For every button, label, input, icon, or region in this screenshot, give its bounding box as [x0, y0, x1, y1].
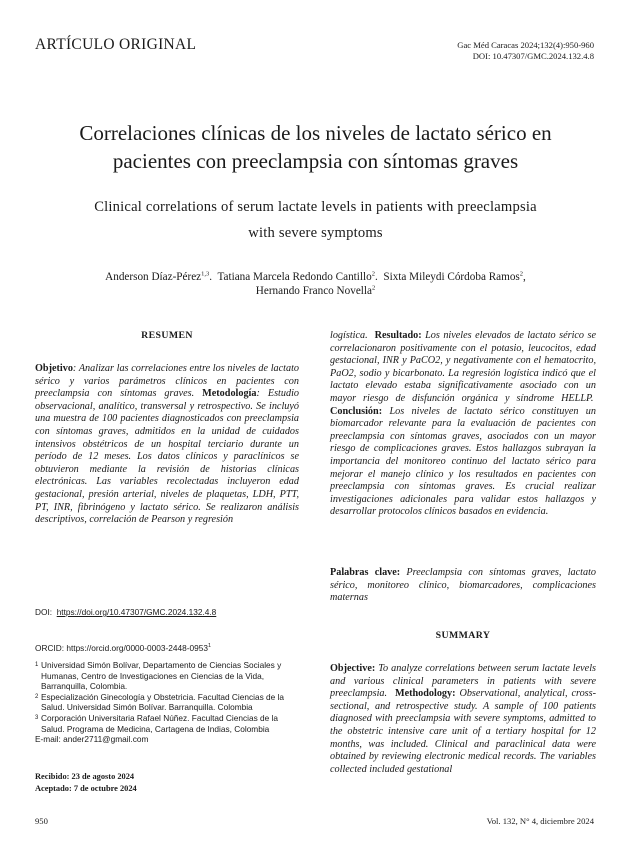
journal-doi: DOI: 10.47307/GMC.2024.132.4.8	[472, 51, 594, 61]
affil-2-marker: 2	[35, 693, 39, 700]
title-es-line1: Correlaciones clínicas de los niveles de lactato sérico en	[79, 121, 552, 145]
doi-line	[35, 607, 216, 618]
received-date: Recibido: 23 de agosto 2024	[35, 772, 135, 781]
section-label: ARTÍCULO ORIGINAL	[35, 36, 197, 53]
volume-info: Vol. 132, N° 4, diciembre 2024	[486, 816, 594, 826]
affil-1-text: Universidad Simón Bolívar, Departamento de Ciencias Sociales y Humanas, Centro de Investigaciones en Ciencias de la Vida, Barranquilla, Colombia.	[41, 660, 282, 692]
resumen-continuation	[330, 330, 596, 519]
resumen-heading: RESUMEN	[141, 330, 193, 341]
affiliation-1	[35, 660, 299, 692]
author-3-affil: 2	[519, 270, 524, 278]
affil-2-text: Especialización Ginecología y Obstetricia. Facultad Ciencias de la Salud. Universidad Simón Bolívar. Barranquilla. Colombia	[41, 691, 285, 713]
affiliation-3	[35, 713, 299, 734]
dates	[35, 771, 137, 794]
summary-body	[330, 663, 596, 776]
conclusion-label: Conclusión:	[330, 405, 383, 417]
author-1: Anderson Díaz-Pérez	[105, 271, 202, 283]
metodologia-label: Metodología	[202, 388, 257, 400]
title-english	[60, 194, 571, 246]
doi-label: DOI:	[35, 607, 53, 617]
methodology-text: Observational, analytical, cross-sectional, and retrospective study. A sample of 100 patients diagnosed with preeclampsia with severe symptoms, admitted to the obstetric intensive care unit of a tertiary hospital for 12 months, was included. Clinical and paraclinical data were obtained by reviewing electronic medical records. The variables collected included gestational	[330, 688, 596, 775]
author-1-affil: 1,3	[201, 270, 210, 278]
orcid-line	[35, 641, 211, 653]
conclusion-text: Los niveles de lactato sérico constituyen un biomarcador relevante para la evaluación de pacientes con preeclampsia con síntomas graves, asociados con un mayor riesgo de complicaciones graves. Estos hallazgos subrayan la importancia del monitoreo continuo del lactato sérico para mejorar el manejo clínico y los resultados en pacientes con preeclampsia con síntomas graves. Es crucial realizar investigaciones adicionales para validar estos hallazgos y desarrollar protocolos clínicos basados en evidencia.	[330, 405, 596, 518]
title-spanish	[40, 119, 591, 175]
methodology-label: Methodology:	[394, 688, 456, 700]
affil-3-text: Corporación Universitaria Rafael Núñez. Facultad Ciencias de la Salud. Programa de Medicina, Cartagena de Indias, Colombia	[41, 712, 279, 734]
resultado-label: Resultado:	[374, 330, 422, 341]
affiliation-2	[35, 692, 299, 713]
title-es-line2: pacientes con preeclampsia con síntomas graves	[112, 149, 519, 173]
author-2: Tatiana Marcela Redondo Cantillo	[217, 271, 372, 283]
author-2-affil: 2	[371, 270, 375, 278]
affil-3-marker: 3	[35, 714, 39, 721]
author-list: Anderson Díaz-Pérez$^{1,3}$. Tatiana Marcela Redondo Cantillo$^2$. Sixta Mileydi Córdoba Ramos$^2$, Hernando Franco Novella$^2$	[105, 270, 526, 297]
affil-1-marker: 1	[35, 662, 39, 668]
journal-reference	[457, 40, 594, 62]
title-en-line2: with severe symptoms	[248, 225, 383, 241]
resumen-body	[35, 363, 299, 527]
resumen-cont-text: logística.	[330, 330, 368, 341]
keywords-label: Palabras clave:	[330, 567, 401, 578]
orcid-link[interactable]: ORCID: https://orcid.org/0000-0003-2448-0953	[35, 642, 208, 653]
resultado-text: Los niveles elevados de lactato sérico se correlacionaron positivamente con el potasio, leucocitos, edad gestacional, INR y PaCO2, y negativamente con el hematocrito, PaO2, sodio y bicarbonato. La regresión logística indicó que el lactato elevado estaba significativamente asociado con un mayor riesgo de disfunción orgánica y síndrome HELLP.	[330, 330, 596, 404]
author-4: Hernando Franco Novella	[255, 285, 372, 297]
keywords-text: Preeclampsia con síntomas graves, lactato sérico, monitoreo clínico, biomarcadores, complicaciones maternas	[330, 567, 596, 604]
objetivo-text: : Analizar las correlaciones entre los niveles de lactato sérico y varios parámetros clínicos en pacientes con preeclampsia con síntomas graves.	[35, 363, 299, 400]
affiliations	[35, 660, 299, 745]
metodologia-text: : Estudio observacional, analítico, transversal y retrospectivo. Se incluyó una muestra de 100 pacientes diagnosticados con preeclampsia con síntomas graves, admitidos en la unidad de cuidados intensivos obstétricos de un hospital terciario durante un período de 12 meses. Los datos clínicos y paraclínicos se obtuvieron mediante la revisión de historias clínicas electrónicas. Las variables recolectadas incluyeron edad gestacional, presión arterial, niveles de plaquetas, LDH, PTT, PT, INR, fibrinógeno y lactato sérico. Se realizaron análisis descriptivos, correlación de Pearson y regresión	[35, 388, 300, 526]
objective-label: Objective:	[330, 663, 376, 674]
journal-citation: Gac Méd Caracas 2024;132(4):950-960	[457, 40, 594, 50]
author-4-affil: 2	[371, 284, 376, 292]
doi-link[interactable]: https://doi.org/10.47307/GMC.2024.132.4.8	[56, 607, 217, 617]
keywords	[330, 567, 596, 605]
orcid-sup: 1	[207, 643, 212, 649]
page-number: 950	[35, 816, 48, 826]
title-en-line1: Clinical correlations of serum lactate levels in patients with preeclampsia	[94, 199, 537, 215]
objective-text: To analyze correlations between serum lactate levels and various clinical parameters in patients with severe preeclampsia.	[330, 663, 596, 700]
author-3: Sixta Mileydi Córdoba Ramos	[383, 271, 520, 283]
accepted-date: Aceptado: 7 de octubre 2024	[35, 783, 137, 793]
summary-heading: SUMMARY	[435, 630, 491, 641]
objetivo-label: Objetivo	[35, 363, 73, 374]
email: E-mail: ander2711@gmail.com	[35, 734, 149, 745]
